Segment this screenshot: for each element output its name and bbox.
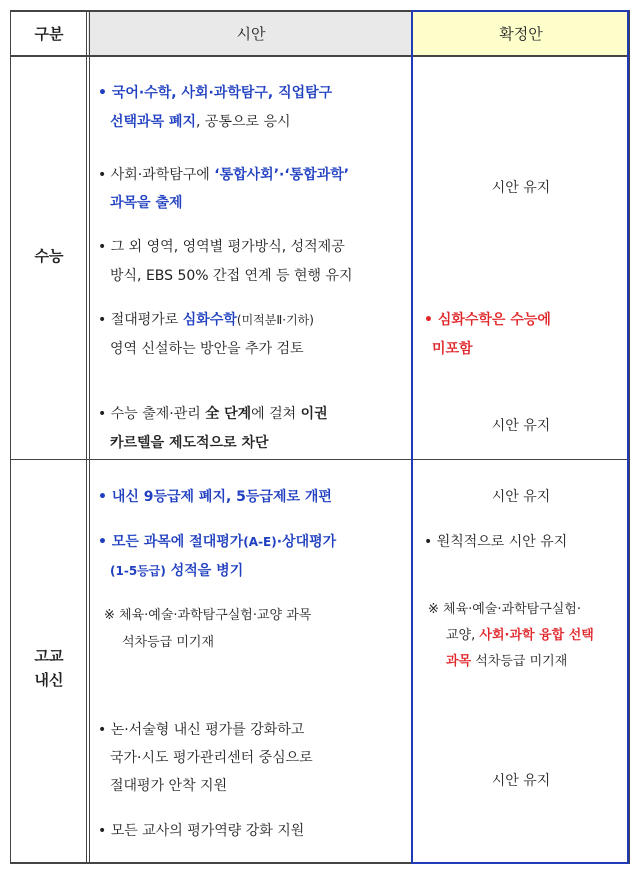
column-divider-1b [89,10,90,864]
suneung-item-4-line-1: • 절대평가로 심화수학(미적분Ⅱ·기하) [98,312,314,328]
suneung-item-1-line-1: • 국어·수학, 사회·과학탐구, 직업탐구 [98,85,333,101]
section-label-naesin-line-2: 내신 [34,671,64,689]
suneung-final-3: 시안 유지 [491,418,551,434]
header-final: 확정안 [499,24,543,43]
suneung-item-3-line-2: 방식, EBS 50% 간접 연계 등 현행 유지 [110,268,353,284]
suneung-final-2-line-2: 미포함 [432,341,473,357]
naesin-final-3-line-1: ※ 체육·예술·과학탐구실험· [428,602,582,617]
suneung-item-1-line-2: 선택과목 폐지, 공통으로 응시 [110,114,291,130]
naesin-item-3-line-2: 석차등급 미기재 [122,635,215,650]
header-category: 구분 [34,24,64,43]
naesin-item-4-line-2: 국가·시도 평가관리센터 중심으로 [110,750,313,766]
section-label-suneung: 수능 [34,247,64,265]
suneung-final-2-line-1: • 심화수학은 수능에 [424,312,551,328]
naesin-item-5: • 모든 교사의 평가역량 강화 지원 [98,823,305,839]
column-divider-1 [86,10,87,864]
naesin-item-4-line-1: • 논·서술형 내신 평가를 강화하고 [98,722,305,738]
naesin-item-3-line-1: ※ 체육·예술·과학탐구실험·교양 과목 [104,608,312,623]
section-label-naesin-line-1: 고교 [34,647,64,665]
naesin-item-2-line-2: (1-5등급) 성적을 병기 [110,563,244,579]
comparison-table [10,10,630,864]
naesin-item-4-line-3: 절대평가 안착 지원 [110,778,228,794]
suneung-item-3-line-1: • 그 외 영역, 영역별 평가방식, 성적제공 [98,239,345,255]
table-left-border [10,10,11,864]
suneung-final-1: 시안 유지 [491,180,551,196]
header-draft: 시안 [236,24,266,43]
section-label-naesin [10,644,88,692]
suneung-item-2-line-2: 과목을 출제 [110,195,183,211]
naesin-final-1: 시안 유지 [491,489,551,505]
naesin-item-2-line-1: • 모든 과목에 절대평가(A-E)·상대평가 [98,534,337,550]
suneung-item-2-line-1: • 사회·과학탐구에 ‘통합사회’·‘통합과학’ [98,167,350,183]
naesin-final-4: 시안 유지 [491,773,551,789]
suneung-item-5-line-1: • 수능 출제·관리 全 단계에 걸쳐 이권 [98,406,328,422]
suneung-item-5-line-2: 카르텔을 제도적으로 차단 [110,435,269,451]
naesin-item-1: • 내신 9등급제 폐지, 5등급제로 개편 [98,489,332,505]
naesin-final-3-line-2: 교양, 사회·과학 융합 선택 [446,628,594,643]
naesin-final-3-line-3: 과목 석차등급 미기재 [446,654,568,669]
suneung-item-4-line-2: 영역 신설하는 방안을 추가 검토 [110,341,304,357]
naesin-final-2: • 원칙적으로 시안 유지 [424,534,568,550]
